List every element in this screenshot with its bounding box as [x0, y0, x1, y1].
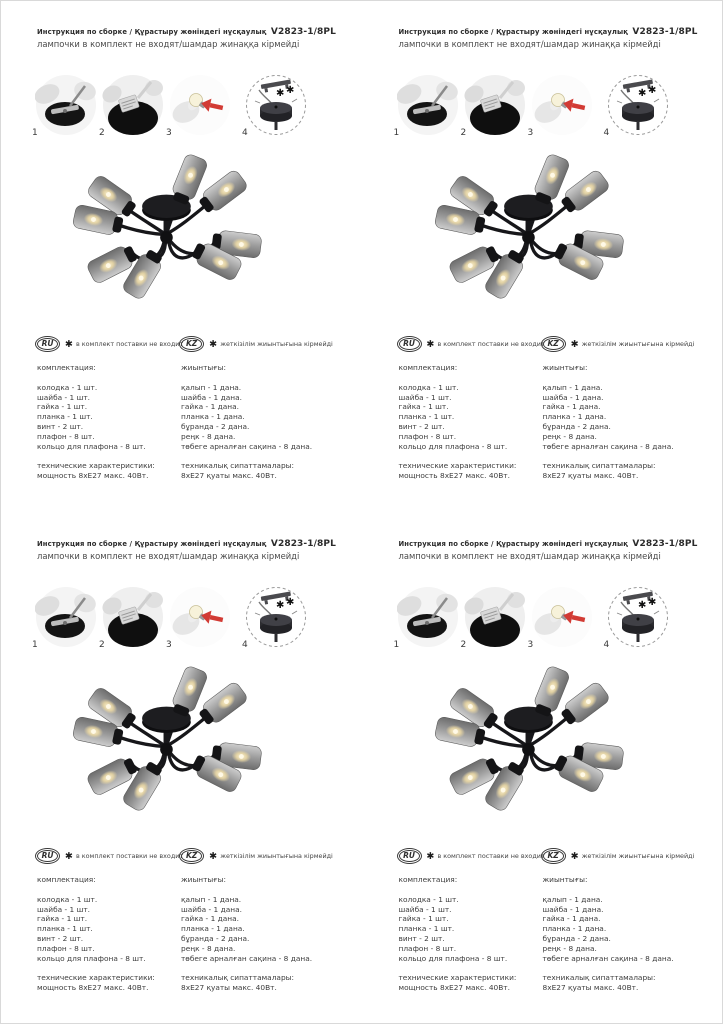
step-3-photo-insert-bulb-icon	[531, 74, 593, 136]
instruction-sheet	[1, 513, 363, 1024]
part-item: кольцо для плафона - 8 шт.	[37, 953, 146, 963]
legend-ru	[37, 850, 184, 862]
part-item: плафон - 8 шт.	[37, 943, 95, 953]
sheet-subtitle: лампочки в комплект не входят/шамдар жинаққа кірмейді	[37, 38, 300, 49]
chandelier-hub	[160, 231, 173, 244]
tech-heading-ru: технические характеристики:	[398, 973, 517, 983]
legend-kz	[181, 850, 333, 862]
legend-ru-note: в комплект поставки не входит	[75, 852, 184, 860]
step-4-ceiling-mount-diagram-icon	[245, 586, 307, 648]
tech-value-ru: мощность 8хЕ27 макс. 40Вт.	[37, 983, 149, 993]
parts-lists	[399, 875, 719, 993]
part-item: планка - 1 шт.	[398, 924, 455, 934]
part-item: планка - 1 шт.	[37, 924, 93, 934]
step-number: 2	[460, 128, 467, 138]
part-item: қалып - 1 дана.	[542, 382, 603, 392]
step-number: 2	[99, 128, 105, 138]
not-included-asterisk-icon: ✱	[647, 85, 656, 96]
assembly-step-2	[99, 74, 164, 138]
part-item: гайка - 1 шт.	[37, 914, 88, 924]
part-item: колодка - 1 шт.	[398, 894, 459, 904]
assembly-step-3	[166, 586, 231, 650]
title-text: Инструкция по сборке / Құрастыру жөніндегі нұсқаулық	[37, 28, 267, 36]
step-number: 3	[166, 128, 172, 138]
part-item: гайка - 1 шт.	[398, 914, 449, 924]
step-2-photo-fix-plate-icon	[102, 74, 164, 136]
not-included-legend	[399, 850, 719, 862]
part-item: бұранда - 2 дана.	[542, 933, 611, 943]
part-item: төбеге арналған сақина - 8 дана.	[542, 441, 674, 451]
parts-heading-ru: комплектация:	[398, 363, 458, 372]
sheet-header	[37, 539, 349, 561]
part-item: шайба - 1 шт.	[37, 392, 91, 402]
part-item: винт - 2 шт.	[37, 933, 84, 943]
ru-badge: RU	[399, 850, 420, 862]
tech-heading-ru: технические характеристики:	[37, 973, 155, 983]
assembly-step-3	[527, 586, 593, 650]
not-included-legend	[37, 850, 357, 862]
asterisk-icon: ✱	[65, 850, 73, 862]
step-3-photo-insert-bulb-icon	[169, 586, 231, 648]
ru-badge: RU	[399, 338, 420, 350]
assembly-steps-row	[32, 74, 307, 138]
sheet-subtitle: лампочки в комплект не входят/шамдар жинаққа кірмейді	[398, 550, 661, 561]
part-item: шайба - 1 шт.	[398, 904, 452, 914]
parts-list-kz	[543, 363, 719, 481]
part-item: гайка - 1 дана.	[542, 402, 601, 412]
part-item: шайба - 1 дана.	[181, 392, 242, 402]
tech-heading-ru: технические характеристики:	[398, 461, 517, 471]
parts-list-ru	[37, 875, 181, 993]
part-item: қалып - 1 дана.	[542, 894, 603, 904]
part-item: бұранда - 2 дана.	[542, 421, 611, 431]
parts-list-kz	[181, 875, 357, 993]
part-item: гайка - 1 дана.	[181, 402, 239, 412]
part-item: кольцо для плафона - 8 шт.	[398, 441, 508, 451]
part-item: винт - 2 шт.	[37, 421, 84, 431]
not-included-asterisk-icon: ✱	[637, 600, 646, 611]
product-photo-chandelier	[37, 147, 329, 323]
legend-kz-note: жеткізілім жиынтығына кірмейді	[220, 852, 333, 860]
step-number: 2	[99, 640, 105, 650]
assembly-steps-row	[393, 586, 669, 650]
assembly-step-1	[32, 74, 97, 138]
title-text: Инструкция по сборке / Құрастыру жөніндегі нұсқаулық	[37, 540, 267, 548]
part-item: винт - 2 шт.	[398, 421, 445, 431]
product-photo-chandelier	[399, 147, 691, 323]
tech-heading-kz: техникалық сипаттамалары:	[181, 461, 294, 471]
parts-list-ru	[399, 875, 543, 993]
step-3-photo-insert-bulb-icon	[531, 586, 593, 648]
not-included-legend	[37, 338, 357, 350]
part-item: гайка - 1 дана.	[542, 914, 601, 924]
assembly-step-3	[527, 74, 593, 138]
step-number: 1	[32, 640, 38, 650]
legend-ru	[399, 338, 543, 350]
parts-list-kz	[181, 363, 357, 481]
assembly-step-2	[460, 586, 526, 650]
assembly-step-4	[603, 586, 669, 650]
sheet-header	[399, 27, 711, 49]
tech-value-kz: 8хЕ27 қуаты макс. 40Вт.	[542, 471, 639, 481]
sheet-title	[399, 27, 711, 37]
step-1-photo-screw-bracket-icon	[35, 586, 97, 648]
parts-list-kz	[543, 875, 719, 993]
step-number: 1	[393, 640, 400, 650]
tech-heading-kz: техникалық сипаттамалары:	[542, 461, 656, 471]
part-item: гайка - 1 шт.	[398, 402, 449, 412]
asterisk-icon: ✱	[570, 338, 579, 350]
step-number: 4	[603, 128, 610, 138]
assembly-step-2	[99, 586, 164, 650]
tech-value-kz: 8хЕ27 қуаты макс. 40Вт.	[181, 471, 277, 481]
assembly-step-1	[393, 74, 459, 138]
sheet-subtitle: лампочки в комплект не входят/шамдар жинаққа кірмейді	[37, 550, 300, 561]
step-number: 4	[242, 128, 248, 138]
step-1-photo-screw-bracket-icon	[35, 74, 97, 136]
step-number: 3	[166, 640, 172, 650]
legend-kz-note: жеткізілім жиынтығына кірмейді	[220, 340, 333, 348]
assembly-step-4	[603, 74, 669, 138]
chandelier-hub	[522, 743, 535, 756]
not-included-asterisk-icon: ✱	[647, 597, 656, 608]
legend-kz	[543, 850, 695, 862]
step-number: 1	[32, 128, 38, 138]
not-included-asterisk-icon: ✱	[276, 600, 285, 611]
step-2-photo-fix-plate-icon	[102, 586, 164, 648]
parts-heading-kz: жиынтығы:	[542, 875, 588, 884]
part-item: шайба - 1 шт.	[398, 392, 452, 402]
kz-badge: KZ	[181, 338, 202, 350]
part-item: кольцо для плафона - 8 шт.	[398, 953, 508, 963]
assembly-step-1	[32, 586, 97, 650]
chandelier-image	[37, 147, 329, 323]
part-item: бұранда - 2 дана.	[181, 421, 250, 431]
part-item: төбеге арналған сақина - 8 дана.	[181, 953, 313, 963]
part-item: плафон - 8 шт.	[37, 431, 95, 441]
part-item: колодка - 1 шт.	[37, 382, 98, 392]
tech-heading-kz: техникалық сипаттамалары:	[542, 973, 656, 983]
part-item: төбеге арналған сақина - 8 дана.	[542, 953, 674, 963]
sheet-title	[37, 27, 349, 37]
not-included-asterisk-icon: ✱	[286, 597, 295, 608]
step-4-ceiling-mount-diagram-icon	[607, 586, 669, 648]
part-item: төбеге арналған сақина - 8 дана.	[181, 441, 313, 451]
legend-ru	[37, 338, 184, 350]
asterisk-icon: ✱	[570, 850, 579, 862]
asterisk-icon: ✱	[65, 338, 73, 350]
part-item: шайба - 1 дана.	[542, 392, 604, 402]
step-1-photo-screw-bracket-icon	[397, 74, 459, 136]
part-item: планка - 1 шт.	[37, 412, 93, 422]
asterisk-icon: ✱	[209, 338, 218, 350]
ru-badge: RU	[37, 850, 58, 862]
part-item: планка - 1 дана.	[181, 924, 245, 934]
not-included-asterisk-icon: ✱	[286, 85, 295, 96]
assembly-step-4	[242, 74, 307, 138]
parts-heading-kz: жиынтығы:	[542, 363, 588, 372]
legend-ru	[399, 850, 543, 862]
step-2-photo-fix-plate-icon	[464, 586, 526, 648]
sheet-header	[37, 27, 349, 49]
step-number: 2	[460, 640, 467, 650]
part-item: шайба - 1 шт.	[37, 904, 91, 914]
parts-heading-kz: жиынтығы:	[181, 363, 226, 372]
part-item: реңк - 8 дана.	[181, 431, 236, 441]
parts-heading-ru: комплектация:	[37, 363, 96, 372]
chandelier-image	[37, 659, 329, 835]
assembly-steps-row	[32, 586, 307, 650]
legend-ru-note: в комплект поставки не входит	[75, 340, 184, 348]
tech-heading-kz: техникалық сипаттамалары:	[181, 973, 294, 983]
part-item: планка - 1 шт.	[398, 412, 455, 422]
tech-value-kz: 8хЕ27 қуаты макс. 40Вт.	[542, 983, 639, 993]
step-number: 4	[603, 640, 610, 650]
part-item: қалып - 1 дана.	[181, 894, 242, 904]
assembly-step-2	[460, 74, 526, 138]
title-text: Инструкция по сборке / Құрастыру жөніндегі нұсқаулық	[398, 540, 628, 548]
legend-kz	[543, 338, 695, 350]
step-number: 3	[527, 128, 534, 138]
part-item: плафон - 8 шт.	[398, 943, 457, 953]
asterisk-icon: ✱	[426, 338, 435, 350]
legend-kz-note: жеткізілім жиынтығына кірмейді	[581, 852, 695, 860]
kz-badge: KZ	[181, 850, 202, 862]
part-item: шайба - 1 дана.	[542, 904, 604, 914]
step-number: 1	[393, 128, 400, 138]
asterisk-icon: ✱	[209, 850, 218, 862]
sheet-header	[399, 539, 711, 561]
parts-list-ru	[399, 363, 543, 481]
part-item: шайба - 1 дана.	[181, 904, 242, 914]
chandelier-image	[399, 147, 691, 323]
step-number: 4	[242, 640, 248, 650]
product-photo-chandelier	[399, 659, 691, 835]
assembly-step-3	[166, 74, 231, 138]
tech-value-ru: мощность 8хЕ27 макс. 40Вт.	[398, 983, 510, 993]
step-1-photo-screw-bracket-icon	[397, 586, 459, 648]
part-item: планка - 1 дана.	[181, 412, 245, 422]
asterisk-icon: ✱	[426, 850, 435, 862]
model-number: V2823-1/8PL	[270, 539, 336, 549]
part-item: гайка - 1 дана.	[181, 914, 239, 924]
model-number: V2823-1/8PL	[632, 539, 698, 549]
part-item: реңк - 8 дана.	[542, 431, 597, 441]
chandelier-hub	[160, 743, 173, 756]
tech-value-kz: 8хЕ27 қуаты макс. 40Вт.	[181, 983, 277, 993]
parts-heading-ru: комплектация:	[398, 875, 458, 884]
legend-kz	[181, 338, 333, 350]
title-text: Инструкция по сборке / Құрастыру жөніндегі нұсқаулық	[398, 28, 628, 36]
legend-ru-note: в комплект поставки не входит	[437, 852, 545, 860]
step-number: 3	[527, 640, 534, 650]
tech-heading-ru: технические характеристики:	[37, 461, 155, 471]
assembly-steps-row	[393, 74, 669, 138]
kz-badge: KZ	[543, 338, 564, 350]
parts-lists	[399, 363, 719, 481]
instruction-sheet	[363, 1, 723, 513]
part-item: қалып - 1 дана.	[181, 382, 242, 392]
model-number: V2823-1/8PL	[632, 27, 698, 37]
parts-heading-ru: комплектация:	[37, 875, 96, 884]
instruction-sheet	[1, 1, 363, 513]
product-photo-chandelier	[37, 659, 329, 835]
tech-value-ru: мощность 8хЕ27 макс. 40Вт.	[398, 471, 510, 481]
step-2-photo-fix-plate-icon	[464, 74, 526, 136]
chandelier-image	[399, 659, 691, 835]
sheet-subtitle: лампочки в комплект не входят/шамдар жинаққа кірмейді	[398, 38, 661, 49]
sheet-title	[399, 539, 711, 549]
part-item: реңк - 8 дана.	[181, 943, 236, 953]
kz-badge: KZ	[543, 850, 564, 862]
ru-badge: RU	[37, 338, 58, 350]
instruction-sheet	[363, 513, 723, 1024]
not-included-legend	[399, 338, 719, 350]
step-4-ceiling-mount-diagram-icon	[607, 74, 669, 136]
assembly-step-4	[242, 586, 307, 650]
step-4-ceiling-mount-diagram-icon	[245, 74, 307, 136]
part-item: кольцо для плафона - 8 шт.	[37, 441, 146, 451]
part-item: колодка - 1 шт.	[37, 894, 98, 904]
part-item: гайка - 1 шт.	[37, 402, 88, 412]
model-number: V2823-1/8PL	[270, 27, 336, 37]
part-item: планка - 1 дана.	[542, 924, 607, 934]
step-3-photo-insert-bulb-icon	[169, 74, 231, 136]
parts-lists	[37, 363, 357, 481]
part-item: бұранда - 2 дана.	[181, 933, 250, 943]
not-included-asterisk-icon: ✱	[637, 88, 646, 99]
tech-value-ru: мощность 8хЕ27 макс. 40Вт.	[37, 471, 149, 481]
chandelier-hub	[522, 231, 535, 244]
not-included-asterisk-icon: ✱	[276, 88, 285, 99]
part-item: плафон - 8 шт.	[398, 431, 457, 441]
parts-list-ru	[37, 363, 181, 481]
legend-kz-note: жеткізілім жиынтығына кірмейді	[581, 340, 695, 348]
part-item: планка - 1 дана.	[542, 412, 607, 422]
parts-heading-kz: жиынтығы:	[181, 875, 226, 884]
legend-ru-note: в комплект поставки не входит	[437, 340, 545, 348]
part-item: винт - 2 шт.	[398, 933, 445, 943]
part-item: колодка - 1 шт.	[398, 382, 459, 392]
assembly-step-1	[393, 586, 459, 650]
parts-lists	[37, 875, 357, 993]
sheet-title	[37, 539, 349, 549]
part-item: реңк - 8 дана.	[542, 943, 597, 953]
